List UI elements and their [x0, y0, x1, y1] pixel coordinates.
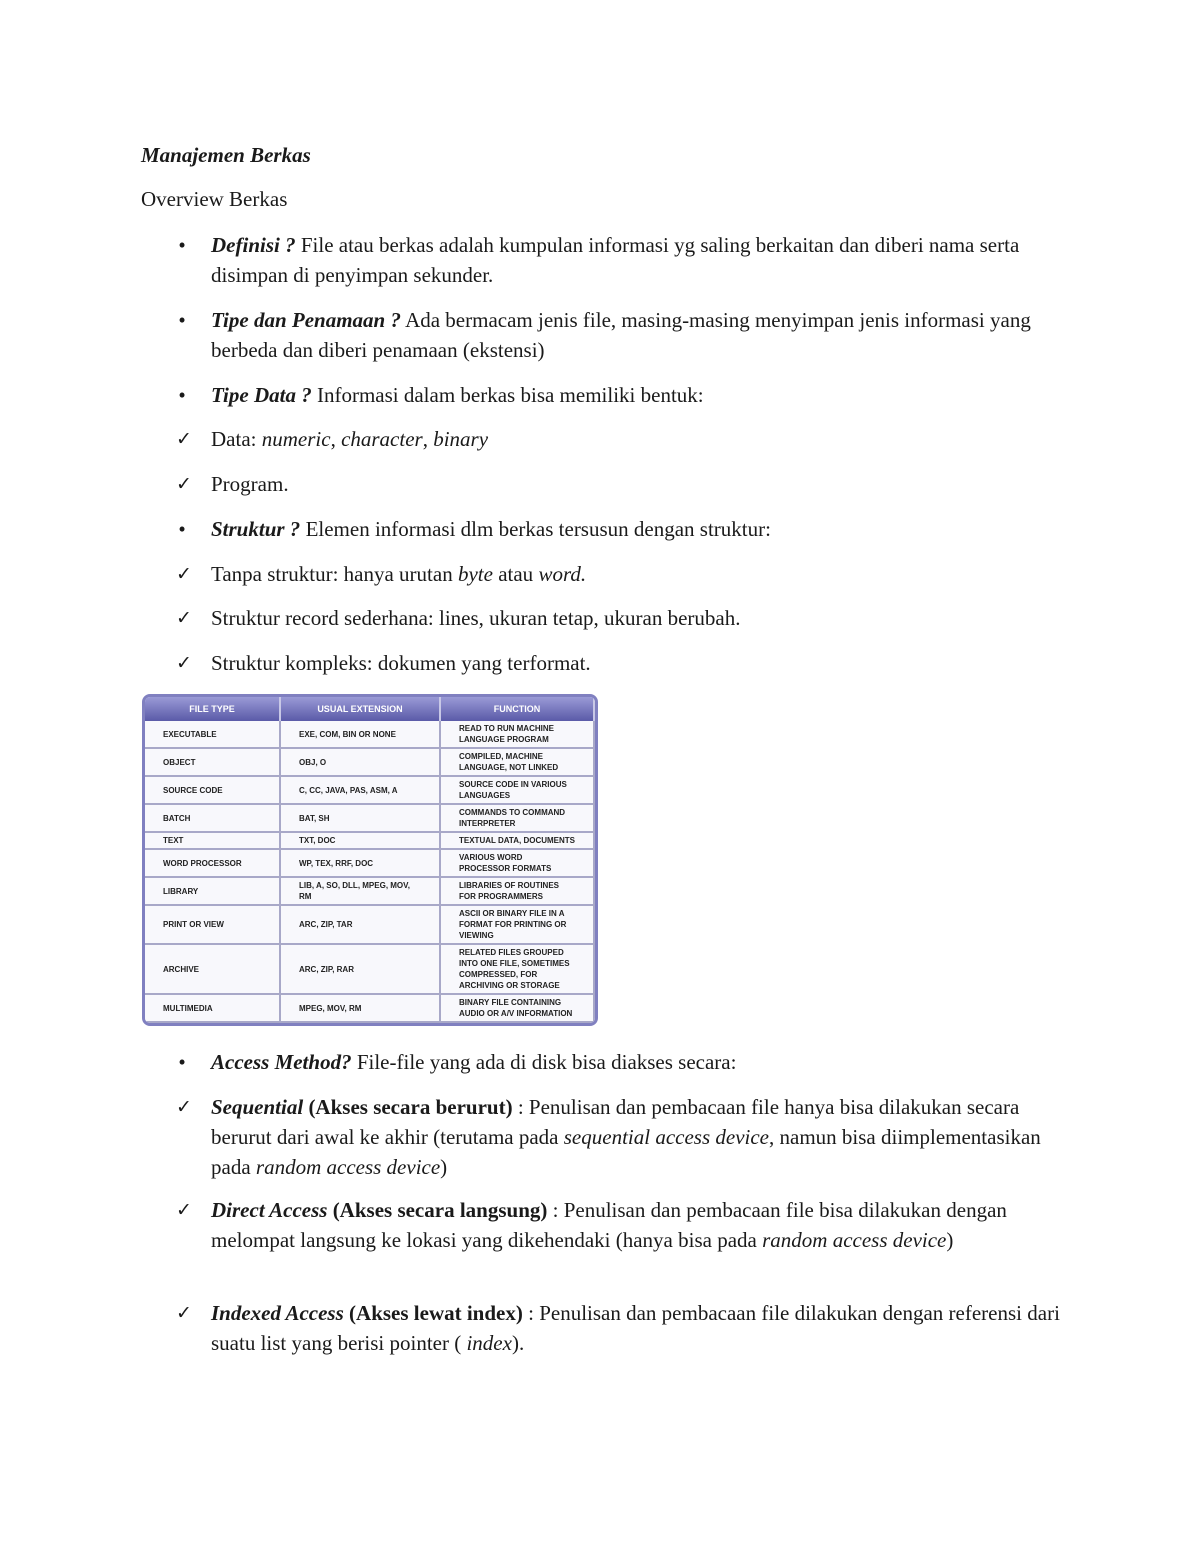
section-heading: Overview Berkas: [141, 187, 288, 211]
paragraph-text: ).: [511, 1331, 525, 1355]
table-cell: ARCHIVE: [145, 944, 280, 994]
checkmark-icon: ✓: [176, 563, 192, 585]
table-cell: VARIOUS WORD PROCESSOR FORMATS: [440, 849, 594, 877]
paragraph-text: ): [946, 1228, 954, 1252]
term-label: Direct Access: [211, 1198, 328, 1222]
italic-term: random access device: [762, 1228, 947, 1252]
table-cell: MPEG, MOV, RM: [280, 994, 440, 1022]
item-text: Data:: [211, 427, 262, 451]
checkmark-icon: ✓: [176, 1302, 192, 1324]
file-type-table-figure: [142, 694, 598, 1026]
table-cell: EXE, COM, BIN OR NONE: [280, 721, 440, 748]
checkmark-icon: ✓: [176, 607, 192, 629]
term-label: Indexed Access: [211, 1301, 344, 1325]
bullet-marker: •: [178, 383, 186, 407]
paragraph-text: : Penulisan dan pembacaan file dilakukan dengan referensi dari suatu list yang berisi pointer (: [211, 1301, 1060, 1355]
table-row: [145, 905, 594, 944]
table-row: [145, 849, 594, 877]
bullet-marker: •: [178, 517, 186, 541]
bullet-marker: •: [178, 308, 186, 332]
table-cell: COMPILED, MACHINE LANGUAGE, NOT LINKED: [440, 748, 594, 776]
table-cell: OBJECT: [145, 748, 280, 776]
table-row: [145, 776, 594, 804]
column-header: FILE TYPE: [145, 697, 280, 721]
table-cell: OBJ, O: [280, 748, 440, 776]
table-cell: BINARY FILE CONTAINING AUDIO OR A/V INFORMATION: [440, 994, 594, 1022]
paragraph-text: ): [440, 1155, 448, 1179]
table-header-row: [145, 697, 594, 721]
table-cell: EXECUTABLE: [145, 721, 280, 748]
italic-term: numeric: [261, 427, 331, 451]
paragraph-text: Ada bermacam jenis file, masing-masing menyimpan jenis informasi yang berbeda dan diberi penamaan (ekstensi): [211, 308, 1031, 362]
checkmark-icon: ✓: [176, 473, 192, 495]
term-label: Access Method?: [211, 1050, 352, 1074]
checkmark-icon: ✓: [176, 428, 192, 450]
bullet-marker: •: [178, 1050, 186, 1074]
file-type-table: [145, 697, 595, 1023]
checkmark-icon: ✓: [176, 1096, 192, 1118]
item-text: Struktur kompleks: dokumen yang terformat.: [211, 651, 591, 675]
table-row: [145, 832, 594, 849]
italic-term: index: [466, 1331, 512, 1355]
table-cell: TXT, DOC: [280, 832, 440, 849]
checkmark-icon: ✓: [176, 652, 192, 674]
table-cell: SOURCE CODE IN VARIOUS LANGUAGES: [440, 776, 594, 804]
term-label: Tipe Data ?: [211, 383, 312, 407]
table-cell: LIB, A, SO, DLL, MPEG, MOV, RM: [280, 877, 440, 905]
table-cell: WP, TEX, RRF, DOC: [280, 849, 440, 877]
term-label: Tipe dan Penamaan ?: [211, 308, 401, 332]
checkmark-icon: ✓: [176, 1199, 192, 1221]
table-cell: COMMANDS TO COMMAND INTERPRETER: [440, 804, 594, 832]
page-title: Manajemen Berkas: [141, 143, 311, 167]
table-cell: C, CC, JAVA, PAS, ASM, A: [280, 776, 440, 804]
italic-term: byte: [457, 562, 493, 586]
term-label: Definisi ?: [211, 233, 296, 257]
table-cell: TEXTUAL DATA, DOCUMENTS: [440, 832, 594, 849]
term-label: Struktur ?: [211, 517, 301, 541]
separator: atau: [492, 562, 539, 586]
table-cell: LIBRARY: [145, 877, 280, 905]
italic-term: binary: [433, 427, 489, 451]
term-label: Sequential: [211, 1095, 304, 1119]
table-cell: READ TO RUN MACHINE LANGUAGE PROGRAM: [440, 721, 594, 748]
table-row: [145, 877, 594, 905]
column-header: USUAL EXTENSION: [280, 697, 440, 721]
paragraph-text: Elemen informasi dlm berkas tersusun dengan struktur:: [300, 517, 771, 541]
paragraph-text: : Penulisan dan pembacaan file hanya bisa dilakukan secara berurut dari awal ke akhir (terutama pada: [211, 1095, 1020, 1149]
table-cell: BAT, SH: [280, 804, 440, 832]
table-cell: PRINT OR VIEW: [145, 905, 280, 944]
table-cell: ASCII OR BINARY FILE IN A FORMAT FOR PRINTING OR VIEWING: [440, 905, 594, 944]
table-cell: SOURCE CODE: [145, 776, 280, 804]
bullet-marker: •: [178, 233, 186, 257]
table-cell: RELATED FILES GROUPED INTO ONE FILE, SOMETIMES COMPRESSED, FOR ARCHIVING OR STORAGE: [440, 944, 594, 994]
separator: ,: [422, 427, 434, 451]
item-text: Program.: [211, 472, 289, 496]
table-cell: MULTIMEDIA: [145, 994, 280, 1022]
table-cell: BATCH: [145, 804, 280, 832]
paragraph-text: , namun bisa diimplementasikan pada: [211, 1125, 1041, 1179]
paragraph-text: File-file yang ada di disk bisa diakses secara:: [351, 1050, 737, 1074]
table-row: [145, 944, 594, 994]
paragraph-text: File atau berkas adalah kumpulan informasi yg saling berkaitan dan diberi nama serta disimpan di penyimpan sekunder.: [211, 233, 1020, 287]
italic-term: character: [341, 427, 423, 451]
term-bold: (Akses lewat index): [343, 1301, 523, 1325]
italic-term: word.: [538, 562, 587, 586]
table-row: [145, 994, 594, 1022]
table-cell: TEXT: [145, 832, 280, 849]
table-row: [145, 804, 594, 832]
separator: ,: [330, 427, 342, 451]
term-bold: (Akses secara langsung): [327, 1198, 548, 1222]
table-row: [145, 721, 594, 748]
table-row: [145, 748, 594, 776]
table-cell: ARC, ZIP, TAR: [280, 905, 440, 944]
table-cell: WORD PROCESSOR: [145, 849, 280, 877]
item-text: Struktur record sederhana: lines, ukuran tetap, ukuran berubah.: [211, 606, 741, 630]
table-cell: LIBRARIES OF ROUTINES FOR PROGRAMMERS: [440, 877, 594, 905]
paragraph-text: : Penulisan dan pembacaan file bisa dilakukan dengan melompat langsung ke lokasi yang dikehendaki (hanya bisa pada: [211, 1198, 1007, 1252]
italic-term: sequential access device: [563, 1125, 769, 1149]
item-text: Tanpa struktur: hanya urutan: [211, 562, 458, 586]
term-bold: (Akses secara berurut): [303, 1095, 513, 1119]
paragraph-text: Informasi dalam berkas bisa memiliki bentuk:: [311, 383, 704, 407]
column-header: FUNCTION: [440, 697, 594, 721]
italic-term: random access device: [255, 1155, 441, 1179]
table-cell: ARC, ZIP, RAR: [280, 944, 440, 994]
